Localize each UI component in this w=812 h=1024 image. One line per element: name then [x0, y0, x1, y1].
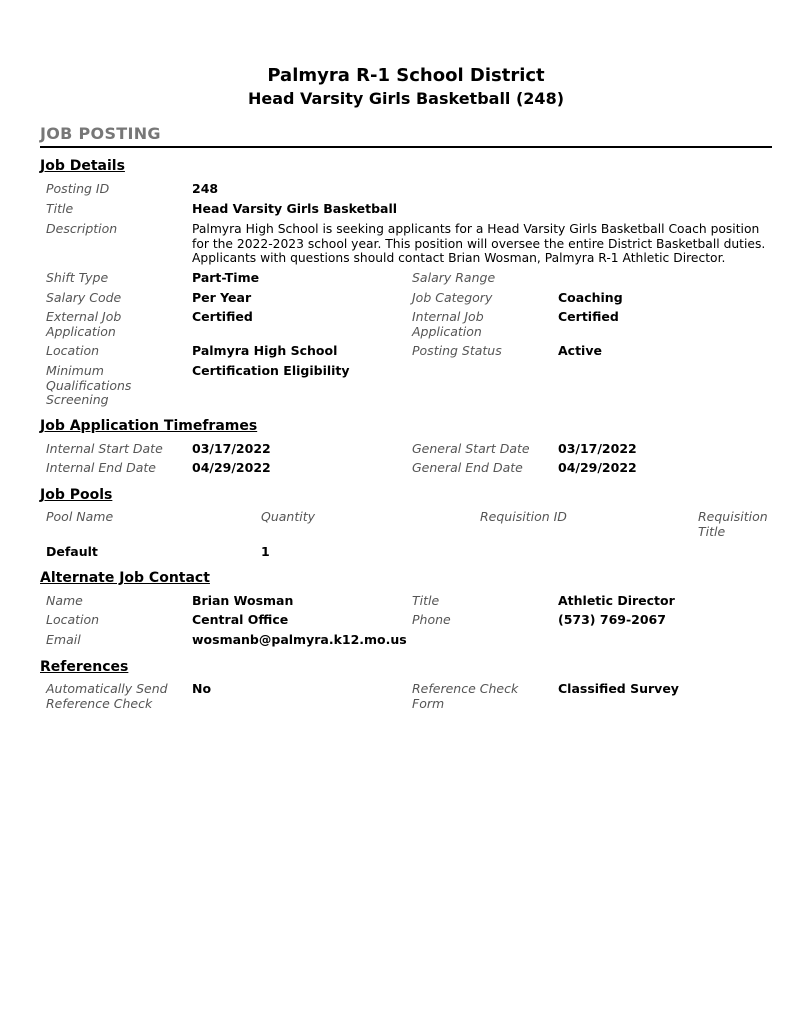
- internal-end-label: Internal End Date: [46, 460, 156, 475]
- general-end-label: General End Date: [412, 460, 523, 475]
- contact-email-value: wosmanb@palmyra.k12.mo.us: [192, 632, 407, 647]
- job-category-value: Coaching: [558, 290, 623, 305]
- shift-type-label: Shift Type: [46, 270, 109, 285]
- contact-location-value: Central Office: [192, 612, 289, 627]
- document-header: [0, 64, 812, 110]
- job-details-heading: Job Details: [40, 158, 125, 174]
- alternate-contact-heading: Alternate Job Contact: [40, 570, 210, 586]
- external-app-value: Certified: [192, 309, 253, 324]
- contact-title-label: Title: [412, 593, 440, 608]
- heading-divider: [40, 146, 772, 148]
- general-start-label: General Start Date: [412, 441, 530, 456]
- column-header-quantity: Quantity: [261, 509, 316, 524]
- shift-type-value: Part-Time: [192, 270, 260, 285]
- references-heading: References: [40, 659, 129, 675]
- reference-form-value: Classified Survey: [558, 681, 679, 696]
- job-category-label: Job Category: [412, 290, 493, 305]
- internal-start-label: Internal Start Date: [46, 441, 163, 456]
- internal-app-value: Certified: [558, 309, 619, 324]
- reference-form-label: Reference Check Form: [412, 681, 519, 711]
- internal-start-value: 03/17/2022: [192, 441, 271, 456]
- job-posting-heading: JOB POSTING: [40, 124, 161, 143]
- column-header-requisition-title: Requisition Title: [698, 509, 768, 539]
- salary-code-value: Per Year: [192, 290, 252, 305]
- contact-name-label: Name: [46, 593, 83, 608]
- salary-range-label: Salary Range: [412, 270, 496, 285]
- internal-end-value: 04/29/2022: [192, 460, 271, 475]
- title-label: Title: [46, 201, 74, 216]
- title-value: Head Varsity Girls Basketball: [192, 201, 398, 216]
- column-header-pool-name: Pool Name: [46, 509, 114, 524]
- contact-phone-label: Phone: [412, 612, 451, 627]
- location-label: Location: [46, 343, 100, 358]
- general-start-value: 03/17/2022: [558, 441, 637, 456]
- salary-code-label: Salary Code: [46, 290, 122, 305]
- posting-id-label: Posting ID: [46, 181, 110, 196]
- timeframes-heading: Job Application Timeframes: [40, 418, 258, 434]
- posting-status-value: Active: [558, 343, 602, 358]
- contact-email-label: Email: [46, 632, 81, 647]
- district-name: Palmyra R-1 School District: [267, 65, 545, 86]
- general-end-value: 04/29/2022: [558, 460, 637, 475]
- description-value: Palmyra High School is seeking applicants for a Head Varsity Girls Basketball Coach position for the 2022-2023 school year. This position will oversee the entire District Basketball duties. Applicants with questions should contact Brian Wosman, Palmyra R-1 Athletic Director.: [192, 222, 766, 266]
- contact-name-value: Brian Wosman: [192, 593, 294, 608]
- min-qualifications-label: Minimum Qualifications Screening: [46, 363, 132, 408]
- posting-status-label: Posting Status: [412, 343, 502, 358]
- job-pools-heading: Job Pools: [40, 487, 113, 503]
- auto-send-reference-value: No: [192, 681, 212, 696]
- internal-app-label: Internal Job Application: [412, 309, 484, 339]
- job-title-heading: Head Varsity Girls Basketball (248): [247, 89, 565, 108]
- external-app-label: External Job Application: [46, 309, 122, 339]
- min-qualifications-value: Certification Eligibility: [192, 363, 350, 378]
- pool-row-quantity: 1: [261, 544, 270, 559]
- description-label: Description: [46, 221, 118, 236]
- contact-location-label: Location: [46, 612, 100, 627]
- column-header-requisition-id: Requisition ID: [480, 509, 567, 524]
- posting-id-value: 248: [192, 181, 219, 196]
- contact-phone-value: (573) 769-2067: [558, 612, 666, 627]
- contact-title-value: Athletic Director: [558, 593, 675, 608]
- location-value: Palmyra High School: [192, 343, 338, 358]
- pool-row-name: Default: [46, 544, 98, 559]
- auto-send-reference-label: Automatically Send Reference Check: [46, 681, 168, 711]
